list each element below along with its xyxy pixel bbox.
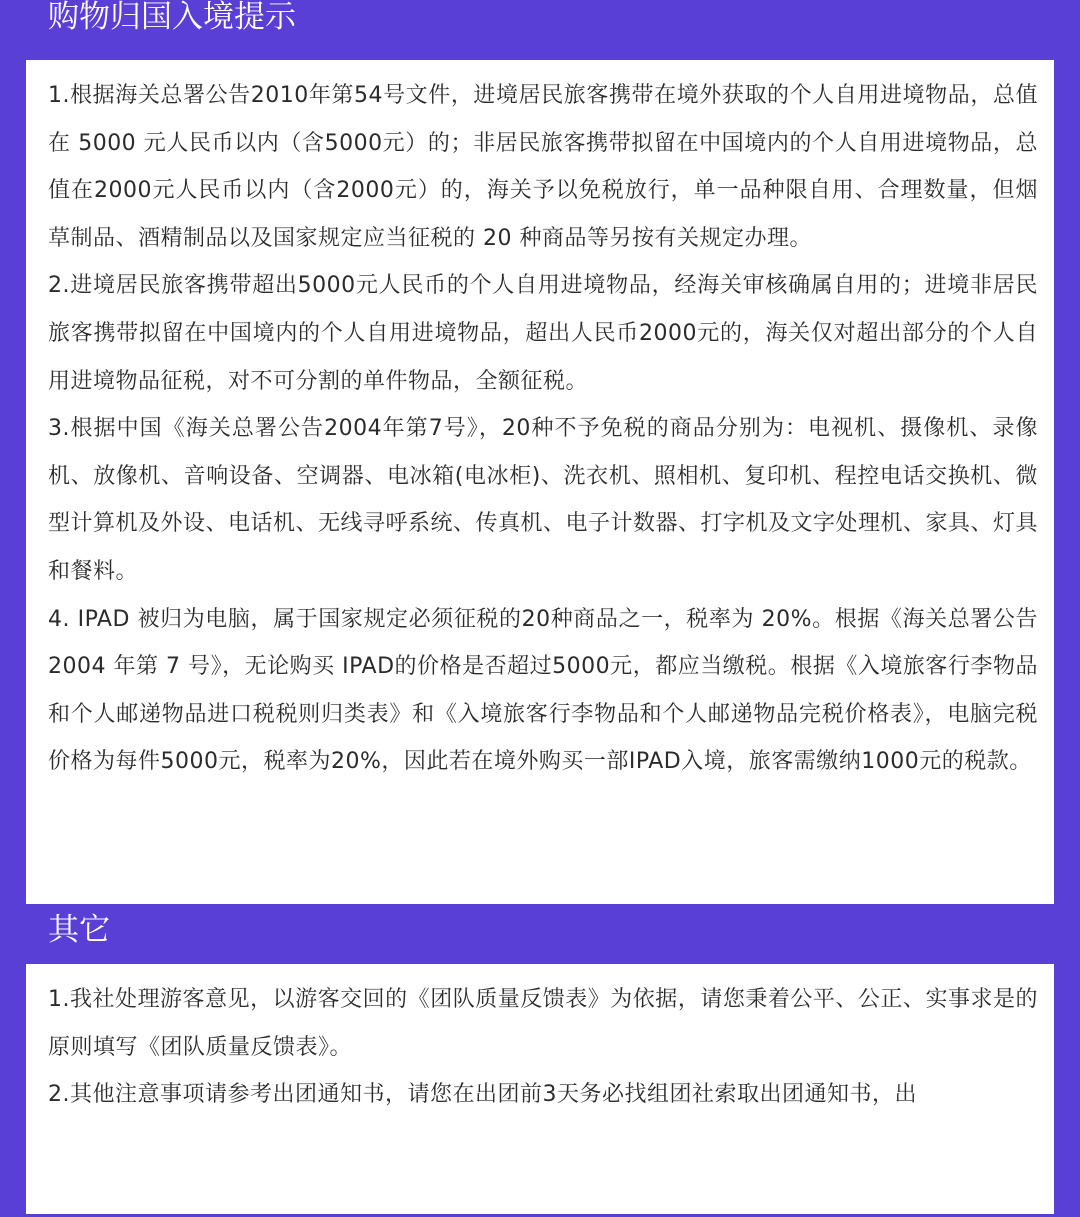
other-paragraph-2: 2.其他注意事项请参考出团通知书，请您在出团前3天务必找组团社索取出团通知书，出 [48,1082,917,1108]
shopping-entry-paragraph-1: 1.根据海关总署公告2010年第54号文件，进境居民旅客携带在境外获取的个人自用进境物品，总值在 5000 元人民币以内（含5000元）的；非居民旅客携带拟留在中国境内的个人自用进境物品，总值在2000元人民币以内（含2000元）的，海关予以免税放行，单一品种限自用、合理数量，但烟草制品、酒精制品以及国家规定应当征税的 20 种商品等另按有关规定办理。 [48,83,1038,251]
shopping-entry-panel [26,60,1054,904]
other-paragraph-1: 1.我社处理游客意见，以游客交回的《团队质量反馈表》为依据，请您秉着公平、公正、实事求是的原则填写《团队质量反馈表》。 [48,987,1038,1060]
shopping-entry-paragraph-2: 2.进境居民旅客携带超出5000元人民币的个人自用进境物品，经海关审核确属自用的；进境非居民旅客携带拟留在中国境内的个人自用进境物品，超出人民币2000元的，海关仅对超出部分的个人自用进境物品征税，对不可分割的单件物品，全额征税。 [48,273,1038,394]
shopping-entry-paragraph-3: 3.根据中国《海关总署公告2004年第7号》，20种不予免税的商品分别为：电视机、摄像机、录像机、放像机、音响设备、空调器、电冰箱(电冰柜)、洗衣机、照相机、复印机、程控电话交换机、微型计算机及外设、电话机、无线寻呼系统、传真机、电子计数器、打字机及文字处理机、家具、灯具和餐料。 [48,416,1039,584]
section-title-shopping-entry: 购物归国入境提示 [48,0,296,35]
shopping-entry-paragraph-4: 4. IPAD 被归为电脑，属于国家规定必须征税的20种商品之一，税率为 20%。根据《海关总署公告 2004 年第 7 号》，无论购买 IPAD的价格是否超过5000元，都应当缴税。根据《入境旅客行李物品和个人邮递物品进口税税则归类表》和《入境旅客行李物品和个人邮递物品完税价格表》，电脑完税价格为每件5000元，税率为20%，因此若在境外购买一部IPAD入境，旅客需缴纳1000元的税款。 [48,606,1038,775]
section-title-other: 其它 [48,912,110,948]
other-panel [26,964,1054,1214]
